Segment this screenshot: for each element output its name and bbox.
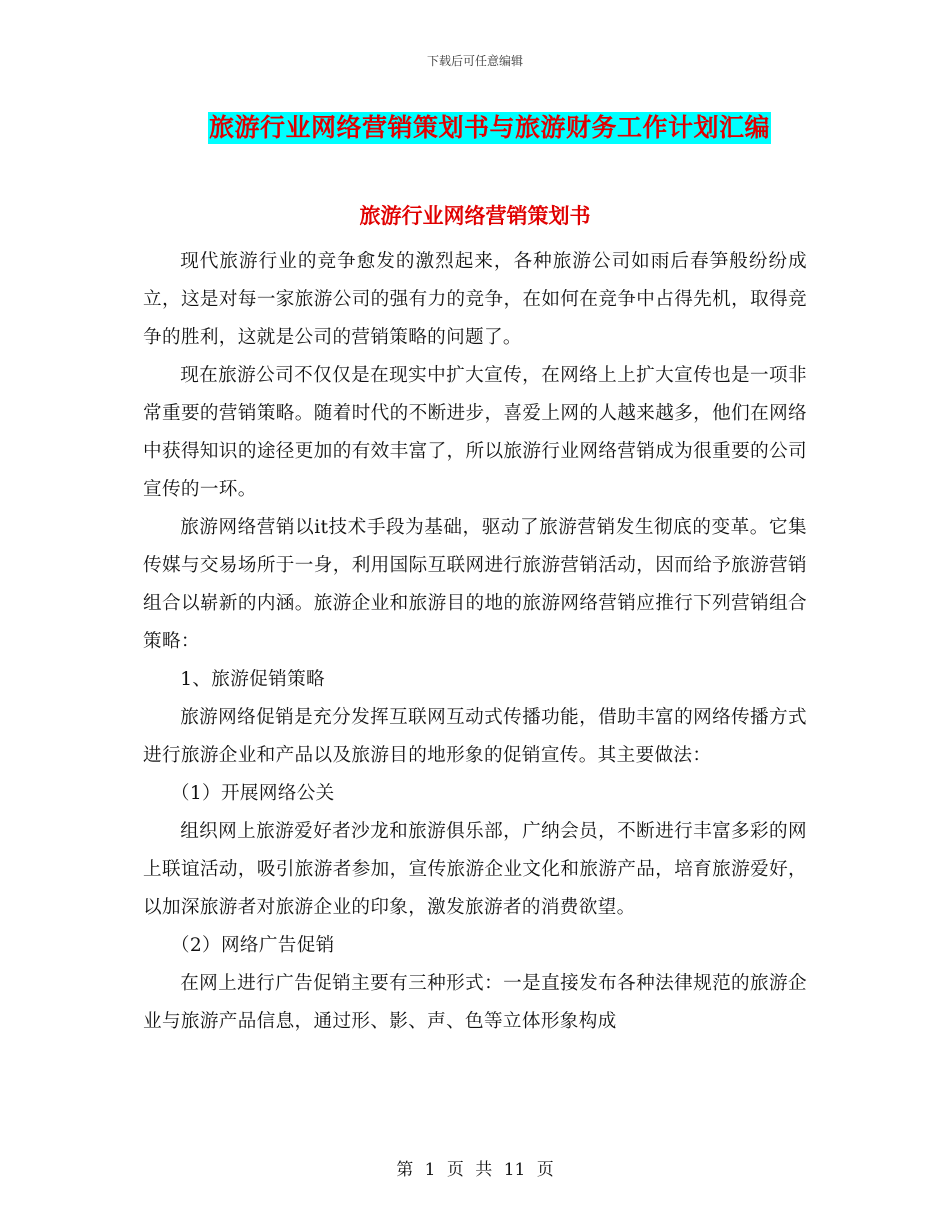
paragraph-online-promotion: 现在旅游公司不仅仅是在现实中扩大宣传，在网络上上扩大宣传也是一项非常重要的营销策略。随着时代的不断进步，喜爱上网的人越来越多，他们在网络中获得知识的途径更加的有效丰富了，所以旅游行业网络营销成为很重要的公司宣传的一环。 [143, 365, 807, 500]
document-title: 旅游行业网络营销策划书与旅游财务工作计划汇编 [209, 113, 771, 142]
heading-promotion-strategy: 1、旅游促销策略 [180, 669, 325, 690]
paragraph-promotion-strategy: 旅游网络促销是充分发挥互联网互动式传播功能，借助丰富的网络传播方式进行旅游企业和产品以及旅游目的地形象的促销宣传。其主要做法： [143, 707, 807, 766]
section-title: 旅游行业网络营销策划书 [359, 203, 591, 228]
heading-network-pr: （1）开展网络公关 [170, 783, 335, 804]
paragraph-intro: 现代旅游行业的竞争愈发的激烈起来，各种旅游公司如雨后春笋般纷纷成立，这是对每一家旅游公司的强有力的竞争，在如何在竞争中占得先机，取得竞争的胜利，这就是公司的营销策略的问题了。 [143, 251, 807, 348]
document-body [143, 243, 807, 1041]
header-note: 下载后可任意编辑 [426, 54, 523, 68]
paragraph-network-pr: 组织网上旅游爱好者沙龙和旅游俱乐部，广纳会员，不断进行丰富多彩的网上联谊活动，吸引旅游者参加，宣传旅游企业文化和旅游产品，培育旅游爱好，以加深旅游者对旅游企业的印象，激发旅游者的消费欲望。 [143, 821, 807, 918]
paragraph-network-marketing: 旅游网络营销以it技术手段为基础，驱动了旅游营销发生彻底的变革。它集传媒与交易场所于一身，利用国际互联网进行旅游营销活动，因而给予旅游营销组合以崭新的内涵。旅游企业和旅游目的地的旅游网络营销应推行下列营销组合策略： [143, 517, 807, 652]
paragraph-network-ads: 在网上进行广告促销主要有三种形式：一是直接发布各种法律规范的旅游企业与旅游产品信息，通过形、影、声、色等立体形象构成 [143, 973, 807, 1032]
page-number: 第 1 页 共 11 页 [396, 1160, 554, 1180]
heading-network-ads: （2）网络广告促销 [170, 935, 335, 956]
